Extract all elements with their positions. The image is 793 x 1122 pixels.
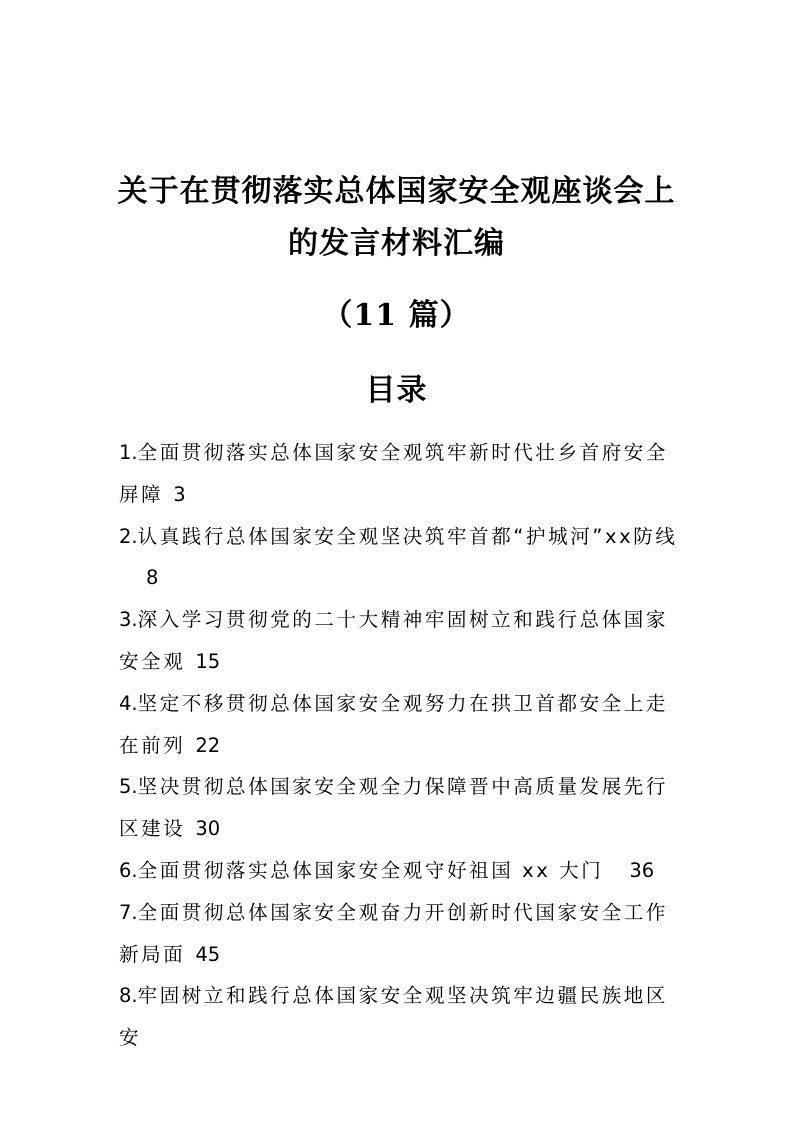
toc-item-title: 认真践行总体国家安全观坚决筑牢首都“护城河”xx防线	[137, 524, 678, 548]
toc-item-page: 22	[195, 733, 221, 757]
toc-item-7[interactable]	[119, 892, 679, 976]
document-title-line-2: 的发言材料汇编	[288, 226, 505, 261]
toc-item-number: 5.	[119, 775, 138, 799]
toc-item-title: 全面贯彻落实总体国家安全观守好祖国 xx 大门	[137, 858, 604, 882]
toc-item-8[interactable]	[119, 975, 679, 1059]
toc-item-5[interactable]	[119, 766, 679, 850]
toc-item-title: 坚定不移贯彻总体国家安全观努力在拱卫首都安全上走在前列	[119, 691, 669, 757]
document-count: （11 篇）	[322, 298, 471, 333]
document-title-line-1: 关于在贯彻落实总体国家安全观座谈会上	[117, 174, 676, 209]
toc-item-page: 3	[173, 482, 186, 506]
toc-item-number: 6.	[119, 858, 138, 882]
toc-item-page: 15	[195, 649, 221, 673]
toc-item-title: 坚决贯彻总体国家安全观全力保障晋中高质量发展先行区建设	[119, 775, 669, 841]
toc-item-number: 2.	[119, 524, 138, 548]
toc-item-title: 牢固树立和践行总体国家安全观坚决筑牢边疆民族地区安	[119, 984, 669, 1050]
toc-item-page: 8	[146, 566, 159, 590]
table-of-contents	[119, 432, 679, 1059]
toc-item-2[interactable]	[119, 516, 679, 600]
toc-item-4[interactable]	[119, 683, 679, 767]
toc-item-page: 45	[195, 942, 221, 966]
toc-item-page: 36	[629, 858, 655, 882]
toc-item-page: 30	[195, 817, 221, 841]
toc-item-3[interactable]	[119, 599, 679, 683]
toc-item-number: 8.	[119, 984, 138, 1008]
toc-heading: 目录	[365, 373, 428, 408]
toc-item-number: 7.	[119, 900, 138, 924]
toc-item-title: 全面贯彻总体国家安全观奋力开创新时代国家安全工作新局面	[119, 900, 669, 966]
toc-item-6[interactable]	[119, 850, 679, 892]
toc-item-title: 全面贯彻落实总体国家安全观筑牢新时代壮乡首府安全屏障	[119, 441, 669, 506]
toc-item-number: 1.	[119, 441, 138, 464]
toc-item-number: 4.	[119, 691, 138, 715]
toc-item-1[interactable]	[119, 432, 679, 516]
toc-item-title: 深入学习贯彻党的二十大精神牢固树立和践行总体国家安全观	[119, 608, 669, 673]
toc-item-number: 3.	[119, 608, 138, 632]
